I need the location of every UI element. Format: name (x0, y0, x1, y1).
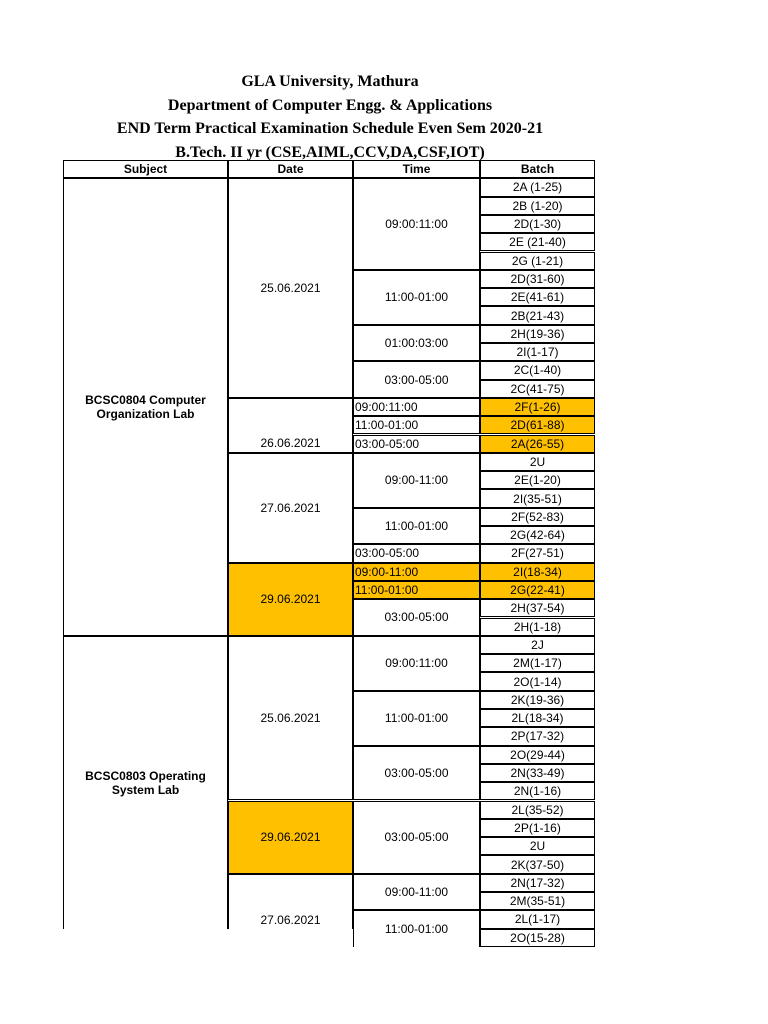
batch-cell: 2D(1-30) (480, 215, 595, 233)
batch-cell: 2G(42-64) (480, 526, 595, 544)
batch-cell: 2J (480, 636, 595, 654)
time-cell: 09:00:11:00 (353, 636, 480, 691)
batch-cell: 2O(1-14) (480, 672, 595, 690)
time-cell: 03:00-05:00 (353, 544, 480, 562)
batch-cell: 2I(1-17) (480, 343, 595, 361)
date-cell: 29.06.2021 (228, 563, 353, 636)
header-subject: Subject (63, 160, 228, 178)
batch-cell: 2P(17-32) (480, 727, 595, 745)
batch-cell: 2D(31-60) (480, 270, 595, 288)
batch-cell: 2K(19-36) (480, 691, 595, 709)
subject-cell: BCSC0804 Computer Organization Lab (63, 178, 228, 636)
batch-cell: 2E (21-40) (480, 233, 595, 251)
time-cell: 11:00-01:00 (353, 910, 480, 947)
header-batch: Batch (480, 160, 595, 178)
batch-cell: 2F(27-51) (480, 544, 595, 562)
date-cell: 29.06.2021 (228, 801, 353, 874)
batch-cell: 2N(17-32) (480, 874, 595, 892)
program-title: B.Tech. II yr (CSE,AIML,CCV,DA,CSF,IOT) (175, 143, 485, 161)
batch-cell: 2G(22-41) (480, 581, 595, 599)
batch-cell: 2M(35-51) (480, 892, 595, 910)
batch-cell: 2B(21-43) (480, 306, 595, 324)
batch-cell: 2L(35-52) (480, 801, 595, 819)
batch-cell: 2K(37-50) (480, 855, 595, 873)
schedule-title: END Term Practical Examination Schedule Even Sem 2020-21 (116, 120, 544, 137)
batch-cell: 2F(1-26) (480, 398, 595, 416)
time-cell: 03:00-05:00 (353, 746, 480, 801)
batch-cell: 2O(15-28) (480, 929, 595, 947)
time-cell: 09:00:11:00 (353, 178, 480, 270)
batch-cell: 2E(1-20) (480, 471, 595, 489)
date-cell: 26.06.2021 (228, 398, 353, 453)
time-cell: 03:00-05:00 (353, 435, 480, 453)
time-cell: 03:00-05:00 (353, 599, 480, 636)
date-cell: 25.06.2021 (228, 178, 353, 398)
batch-cell: 2M(1-17) (480, 654, 595, 672)
batch-cell: 2U (480, 837, 595, 855)
batch-cell: 2A (1-25) (480, 178, 595, 196)
subject-cell: BCSC0803 Operating System Lab (63, 636, 228, 929)
batch-cell: 2C(41-75) (480, 380, 595, 398)
batch-cell: 2N(33-49) (480, 764, 595, 782)
batch-cell: 2D(61-88) (480, 416, 595, 434)
batch-cell: 2U (480, 453, 595, 471)
batch-cell: 2C(1-40) (480, 361, 595, 379)
batch-cell: 2P(1-16) (480, 819, 595, 837)
batch-cell: 2E(41-61) (480, 288, 595, 306)
batch-cell: 2I(18-34) (480, 563, 595, 581)
time-cell: 11:00-01:00 (353, 416, 480, 434)
batch-cell: 2H(37-54) (480, 599, 595, 617)
university-title: GLA University, Mathura (241, 73, 419, 90)
department-title: Department of Computer Engg. & Applications (167, 96, 493, 114)
time-cell: 11:00-01:00 (353, 508, 480, 545)
batch-cell: 2G (1-21) (480, 252, 595, 270)
batch-cell: 2I(35-51) (480, 489, 595, 507)
time-cell: 09:00-11:00 (353, 563, 480, 581)
batch-cell: 2H(19-36) (480, 325, 595, 343)
batch-cell: 2N(1-16) (480, 782, 595, 800)
header-time: Time (353, 160, 480, 178)
batch-cell: 2H(1-18) (480, 618, 595, 636)
time-cell: 09:00-11:00 (353, 453, 480, 508)
time-cell: 09:00:11:00 (353, 398, 480, 416)
batch-cell: 2O(29-44) (480, 746, 595, 764)
time-cell: 03:00-05:00 (353, 801, 480, 874)
batch-cell: 2B (1-20) (480, 197, 595, 215)
date-cell: 27.06.2021 (228, 874, 353, 929)
time-cell: 03:00-05:00 (353, 361, 480, 398)
time-cell: 11:00-01:00 (353, 270, 480, 325)
batch-cell: 2F(52-83) (480, 508, 595, 526)
time-cell: 09:00-11:00 (353, 874, 480, 911)
batch-cell: 2L(1-17) (480, 910, 595, 928)
batch-cell: 2A(26-55) (480, 435, 595, 453)
time-cell: 11:00-01:00 (353, 581, 480, 599)
header-date: Date (228, 160, 353, 178)
date-cell: 27.06.2021 (228, 453, 353, 563)
time-cell: 11:00-01:00 (353, 691, 480, 746)
date-cell: 25.06.2021 (228, 636, 353, 801)
time-cell: 01:00:03:00 (353, 325, 480, 362)
batch-cell: 2L(18-34) (480, 709, 595, 727)
